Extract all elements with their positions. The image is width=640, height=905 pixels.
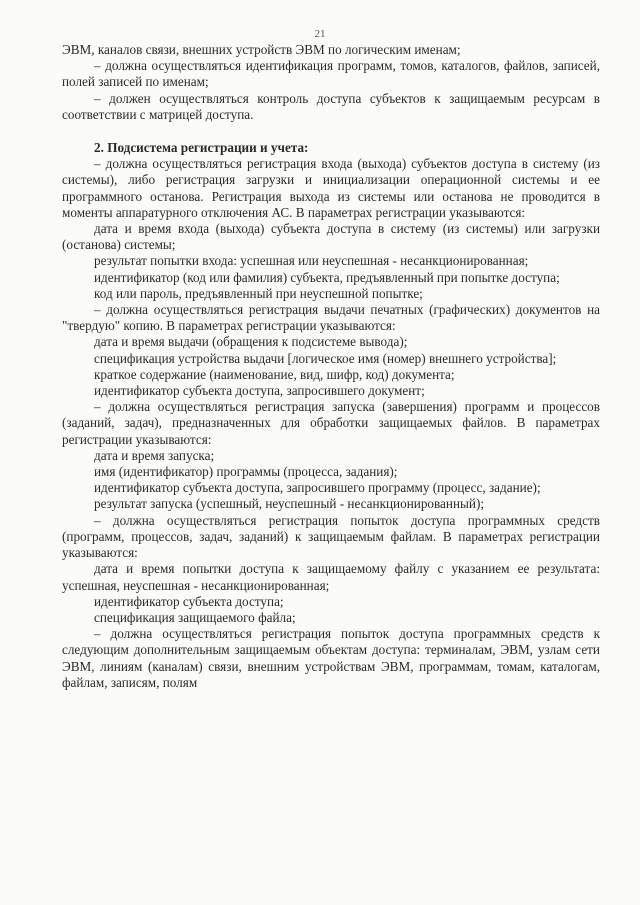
paragraph: краткое содержание (наименование, вид, шифр, код) документа; <box>94 366 455 382</box>
paragraph: – должен осуществляться контроль доступа субъектов к защищаемым ресурсам в соответствии с матрицей доступа. <box>62 90 600 122</box>
paragraph: – должна осуществляться регистрация попыток доступа программных средств (программ, процессов, задач, заданий) к защищаемым файлам. В параметрах регистрации указываются: <box>62 512 600 561</box>
section-heading: 2. Подсистема регистрации и учета: <box>94 140 309 156</box>
paragraph: идентификатор субъекта доступа, запросившего программу (процесс, задание); <box>94 480 541 496</box>
paragraph: – должна осуществляться регистрация входа (выхода) субъектов доступа в систему (из системы), либо регистрация загрузки и инициализации операционной системы и ее программного останова. Регистрация выхода из системы или останова не проводится в моменты аппаратурного отключения АС. В параметрах регистрации указываются: <box>62 156 600 220</box>
paragraph: идентификатор субъекта доступа, запросившего документ; <box>94 383 425 399</box>
paragraph: дата и время запуска; <box>94 447 215 463</box>
paragraph: – должна осуществляться регистрация выдачи печатных (графических) документов на "твердую" копию. В параметрах регистрации указываются: <box>62 302 600 334</box>
paragraph: результат попытки входа: успешная или неуспешная - несанкционированная; <box>94 253 529 269</box>
paragraph: дата и время попытки доступа к защищаемому файлу с указанием ее результата: успешная, неуспешная - несанкционированная; <box>62 561 600 593</box>
paragraph: код или пароль, предъявленный при неуспешной попытке; <box>94 285 423 301</box>
paragraph: ЭВМ, каналов связи, внешних устройств ЭВМ по логическим именам; <box>62 42 461 57</box>
paragraph: дата и время входа (выхода) субъекта доступа в систему (из системы) или загрузки (останова) системы; <box>62 221 600 253</box>
paragraph: идентификатор субъекта доступа; <box>94 593 284 609</box>
paragraph: результат запуска (успешный, неуспешный - несанкционированный); <box>94 496 484 512</box>
paragraph: имя (идентификатор) программы (процесса, задания); <box>94 464 398 480</box>
document-body <box>62 42 600 691</box>
paragraph: спецификация устройства выдачи [логическое имя (номер) внешнего устройства]; <box>94 350 557 366</box>
paragraph: – должна осуществляться идентификация программ, томов, каталогов, файлов, записей, полей записей по именам; <box>62 58 600 90</box>
paragraph: – должна осуществляться регистрация запуска (завершения) программ и процессов (заданий, задач), предназначенных для обработки защищаемых файлов. В параметрах регистрации указываются: <box>62 399 600 447</box>
page-number: 21 <box>314 28 326 40</box>
paragraph: спецификация защищаемого файла; <box>94 609 296 625</box>
paragraph: – должна осуществляться регистрация попыток доступа программных средств к следующим дополнительным защищаемым объектам доступа: терминалам, ЭВМ, узлам сети ЭВМ, линиям (каналам) связи, внешним устройствам ЭВМ, программам, томам, каталогам, файлам, записям, полям <box>62 626 600 690</box>
paragraph: дата и время выдачи (обращения к подсистеме вывода); <box>94 334 408 350</box>
paragraph: идентификатор (код или фамилия) субъекта, предъявленный при попытке доступа; <box>94 269 560 285</box>
